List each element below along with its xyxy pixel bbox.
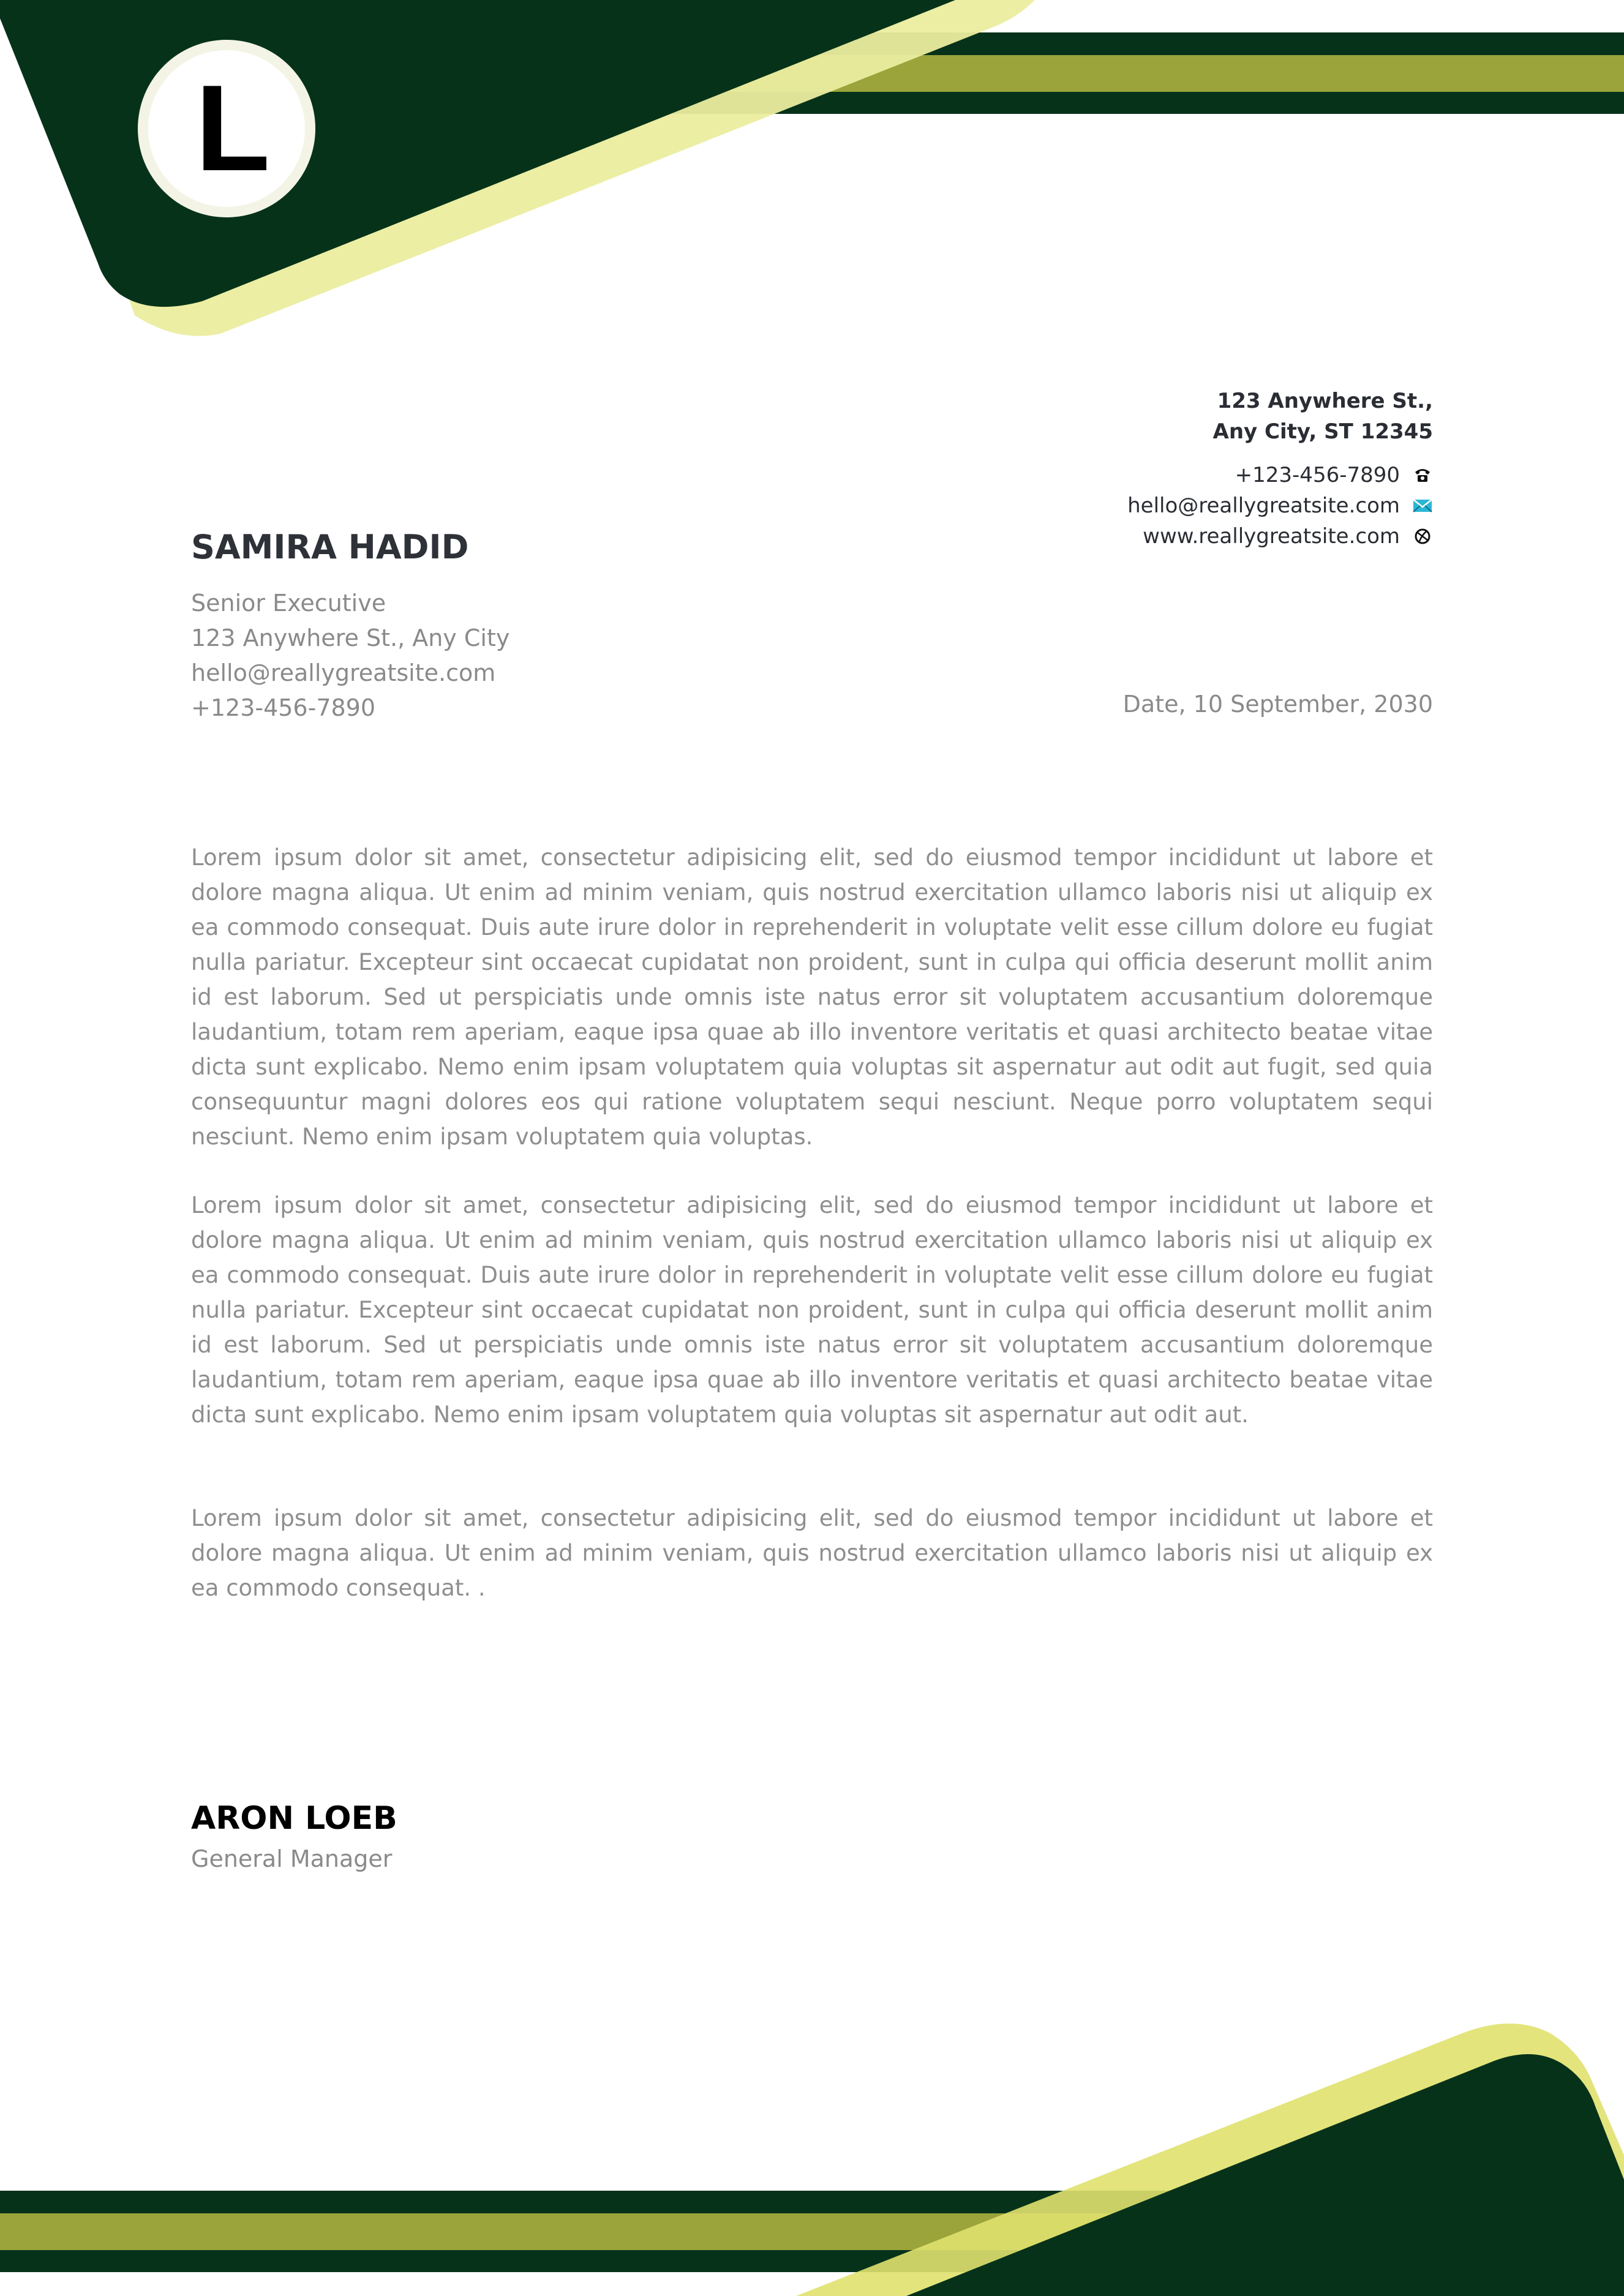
sender-details [191,586,509,726]
signer-title: General Manager [191,1845,393,1872]
logo-letter: L [195,60,271,197]
sender-address: 123 Anywhere St., Any City [191,625,510,651]
globe-icon [1412,526,1433,547]
signer-name: ARON LOEB [191,1800,397,1837]
body-paragraph-1: Lorem ipsum dolor sit amet, consectetur adipisicing elit, sed do eiusmod tempor incididunt ut labore et dolore magna aliqua. Ut enim ad minim veniam, quis nostrud exercitation ullamco laboris nisi ut aliquip ex ea commodo consequat. Duis aute irure dolor in reprehenderit in voluptate velit esse cillum dolore eu fugiat nulla pariatur. Excepteur sint occaecat cupidatat non proident, sunt in culpa qui officia deserunt mollit anim id est laborum. Sed ut perspiciatis unde omnis iste natus error sit voluptatem accusantium doloremque laudantium, totam rem aperiam, eaque ipsa quae ab illo inventore veritatis et quasi architecto beatae vitae dicta sunt explicabo. Nemo enim ipsam voluptatem quia voluptas sit aspernatur aut odit aut fugit, sed quia consequuntur magni dolores eos qui ratione voluptatem sequi nesciunt. Neque porro voluptatem sequi nesciunt. Nemo enim ipsam voluptatem quia voluptas. [191,844,1433,1150]
sender-title: Senior Executive [191,590,386,617]
body-paragraph-2: Lorem ipsum dolor sit amet, consectetur adipisicing elit, sed do eiusmod tempor incididunt ut labore et dolore magna aliqua. Ut enim ad minim veniam, quis nostrud exercitation ullamco laboris nisi ut aliquip ex ea commodo consequat. Duis aute irure dolor in reprehenderit in voluptate velit esse cillum dolore eu fugiat nulla pariatur. Excepteur sint occaecat cupidatat non proident, sunt in culpa qui officia deserunt mollit anim id est laborum. Sed ut perspiciatis unde omnis iste natus error sit voluptatem accusantium doloremque laudantium, totam rem aperiam, eaque ipsa quae ab illo inventore veritatis et quasi architecto beatae vitae dicta sunt explicabo. Nemo enim ipsam voluptatem quia voluptas sit aspernatur aut odit aut. [191,1192,1433,1428]
contact-phone-text: +123-456-7890 [1235,463,1400,487]
body-paragraph-3: Lorem ipsum dolor sit amet, consectetur adipisicing elit, sed do eiusmod tempor incididunt ut labore et dolore magna aliqua. Ut enim ad minim veniam, quis nostrud exercitation ullamco laboris nisi ut aliquip ex ea commodo consequat. . [191,1505,1433,1601]
sender-name: SAMIRA HADID [191,528,469,566]
contact-phone [1127,460,1433,490]
letter-date: Date, 10 September, 2030 [1122,691,1433,718]
contact-email [1127,490,1433,521]
contact-website-text: www.reallygreatsite.com [1143,524,1400,549]
sender-phone: +123-456-7890 [191,694,376,721]
footer-green-shape [906,2054,1624,2296]
contact-website [1127,521,1433,552]
company-address-line2: Any City, ST 12345 [1212,419,1433,444]
sender-email: hello@reallygreatsite.com [191,659,496,686]
envelope-icon [1412,495,1433,516]
company-address [1213,386,1433,447]
phone-icon [1412,465,1433,486]
company-address-line1: 123 Anywhere St., [1217,389,1433,413]
contact-email-text: hello@reallygreatsite.com [1127,493,1400,518]
contact-list [1127,460,1433,552]
